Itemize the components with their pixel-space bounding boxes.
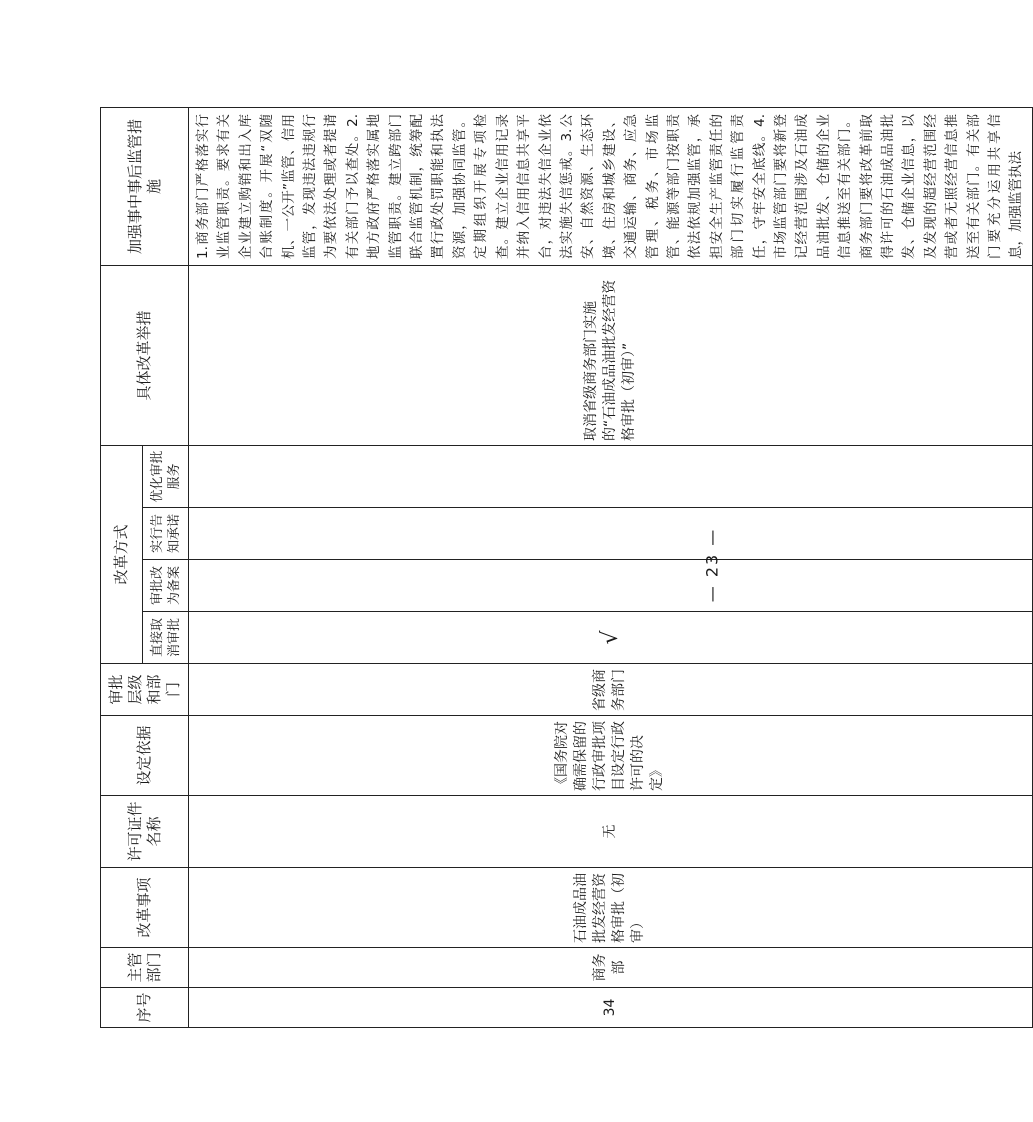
header-mode-optimize: 优化审批服务 <box>143 445 189 507</box>
table-header-row <box>101 107 143 1027</box>
cell-license: 无 <box>189 796 1033 868</box>
header-mode-notify: 实行告知承诺 <box>143 508 189 560</box>
header-level: 审批层级和部门 <box>101 664 189 716</box>
header-basis: 设定依据 <box>101 716 189 796</box>
table-row <box>189 107 1033 1027</box>
supervision-text: 1.商务部门严格落实行业监管职责。要求有关企业建立购销和出入库台账制度。开展“双随机、一公开”监管、信用监管，发现违法违规行为要依法处理或者提请有关部门予以查处。2.地方政府严格落实属地监管职责。建立跨部门联合监管机制，统筹配置行政处罚职能和执法资源，加强协同监管。定期组织开展专项检查。建立企业信用记录并纳入信用信息共享平台，对违法失信企业依法实施失信惩戒。3.公安、自然资源、生态环境、住房和城乡建设、交通运输、商务、应急管理、税务、市场监管、能源等部门按职责依法依规加强监管，承担安全生产监管责任的部门切实履行监管责任，守牢安全底线。4.市场监管部门要将新登记经营范围涉及石油成品油批发、仓储的企业信息推送至有关部门。商务部门要将改革前取得许可的石油成品油批发、仓储企业信息，以及发现的超经营范围经营或者无照经营信息推送至有关部门。有关部门要充分运用共享信息，加强监管执法 <box>195 113 1025 259</box>
cell-supervision <box>189 107 1033 265</box>
reform-items-table <box>100 107 1033 1028</box>
cell-seq: 34 <box>189 988 1033 1028</box>
header-seq: 序号 <box>101 988 189 1028</box>
header-license: 许可证件名称 <box>101 796 189 868</box>
cell-mode-record <box>189 560 1033 612</box>
cell-level: 省级商务部门 <box>189 664 1033 716</box>
cell-measures: 取消省级商务部门实施的“石油成品油批发经营资格审批（初审）” <box>189 265 1033 445</box>
rotated-table-sheet <box>100 108 1025 1028</box>
cell-mode-optimize <box>189 445 1033 507</box>
header-mode-record: 审批改为备案 <box>143 560 189 612</box>
cell-basis: 《国务院对确需保留的行政审批项目设定行政许可的决定》 <box>189 716 1033 796</box>
cell-mode-cancel-check: √ <box>189 612 1033 664</box>
header-supervision: 加强事中事后监管措施 <box>101 107 189 265</box>
cell-dept: 商务部 <box>189 948 1033 988</box>
header-measures: 具体改革举措 <box>101 265 189 445</box>
header-reform-mode: 改革方式 <box>101 445 143 663</box>
header-item: 改革事项 <box>101 868 189 948</box>
page-number: — 23 — <box>702 527 722 603</box>
header-dept: 主管部门 <box>101 948 189 988</box>
cell-mode-notify <box>189 508 1033 560</box>
header-mode-cancel: 直接取消审批 <box>143 612 189 664</box>
cell-item: 石油成品油批发经营资格审批（初审） <box>189 868 1033 948</box>
